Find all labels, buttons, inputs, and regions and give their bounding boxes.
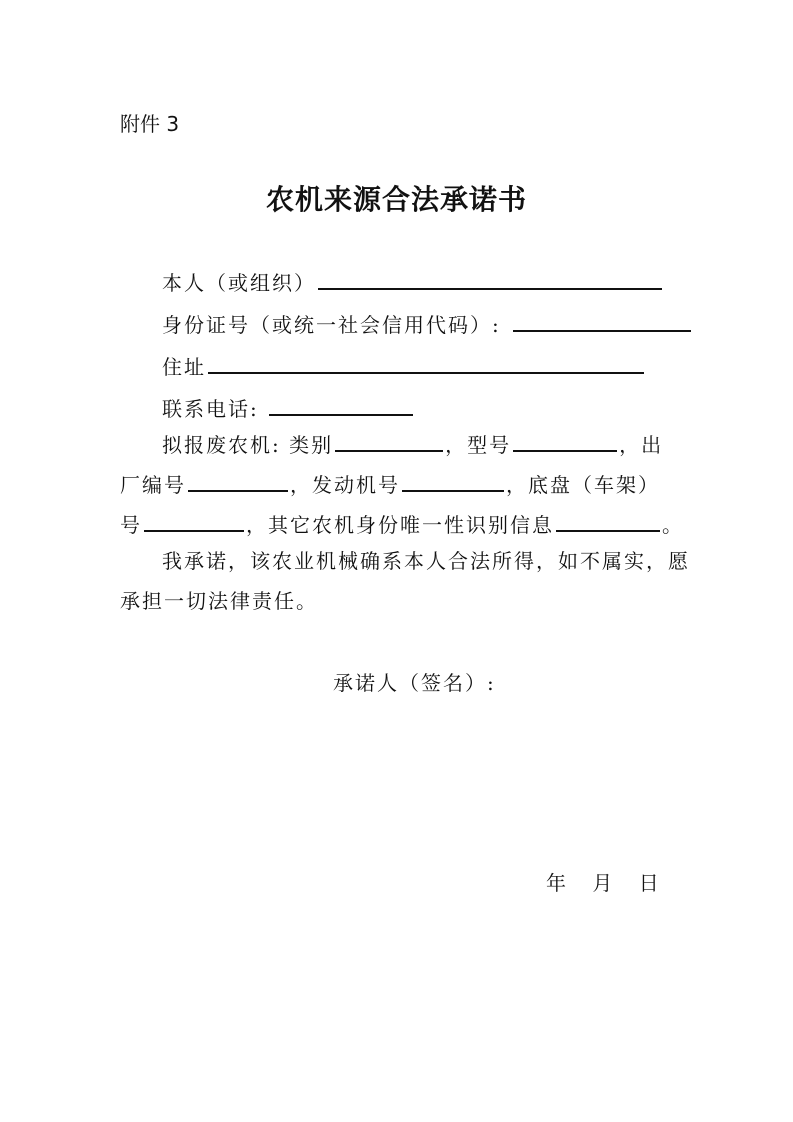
id-field-row — [162, 308, 722, 340]
factory-number-label: 厂编号 — [120, 473, 186, 497]
model-label: ，型号 — [445, 433, 512, 457]
paragraph-end: 。 — [662, 513, 684, 537]
category-label: 拟报废农机: 类别 — [162, 433, 334, 457]
scrap-line-1 — [162, 428, 722, 460]
pledge-line-2: 承担一切法律责任。 — [120, 589, 318, 613]
engine-number-blank[interactable] — [402, 468, 504, 492]
person-field-row — [162, 266, 722, 298]
chassis-number-blank[interactable] — [144, 508, 244, 532]
day-label: 日 — [638, 871, 659, 895]
address-field-row — [162, 350, 722, 382]
phone-field-row — [162, 392, 722, 424]
other-id-label: ，其它农机身份唯一性识别信息 — [246, 513, 554, 537]
engine-number-label: ，发动机号 — [290, 473, 400, 497]
id-blank[interactable] — [513, 308, 691, 332]
chassis-suffix: 号 — [120, 513, 142, 537]
phone-label: 联系电话: — [162, 397, 259, 421]
factory-number-blank[interactable] — [188, 468, 288, 492]
annex-label: 附件 3 — [120, 112, 180, 136]
address-blank[interactable] — [208, 350, 644, 374]
pledge-line-1: 我承诺，该农业机械确系本人合法所得，如不属实，愿 — [162, 549, 690, 573]
person-label: 本人（或组织） — [162, 271, 316, 295]
scrap-line-2 — [120, 468, 680, 500]
address-label: 住址 — [162, 355, 206, 379]
factory-prefix: ，出 — [619, 433, 664, 457]
other-id-blank[interactable] — [556, 508, 660, 532]
date-line — [546, 867, 679, 896]
year-label: 年 — [546, 871, 566, 895]
category-blank[interactable] — [335, 428, 443, 452]
phone-blank[interactable] — [269, 392, 413, 416]
model-blank[interactable] — [513, 428, 617, 452]
document-title: 农机来源合法承诺书 — [265, 183, 527, 216]
signature-label: 承诺人（签名）: — [333, 671, 496, 695]
chassis-label: ，底盘（车架） — [506, 473, 660, 497]
id-label: 身份证号（或统一社会信用代码）: — [162, 313, 501, 337]
month-label: 月 — [592, 871, 613, 895]
person-blank[interactable] — [318, 266, 662, 290]
scrap-line-3 — [120, 508, 684, 540]
